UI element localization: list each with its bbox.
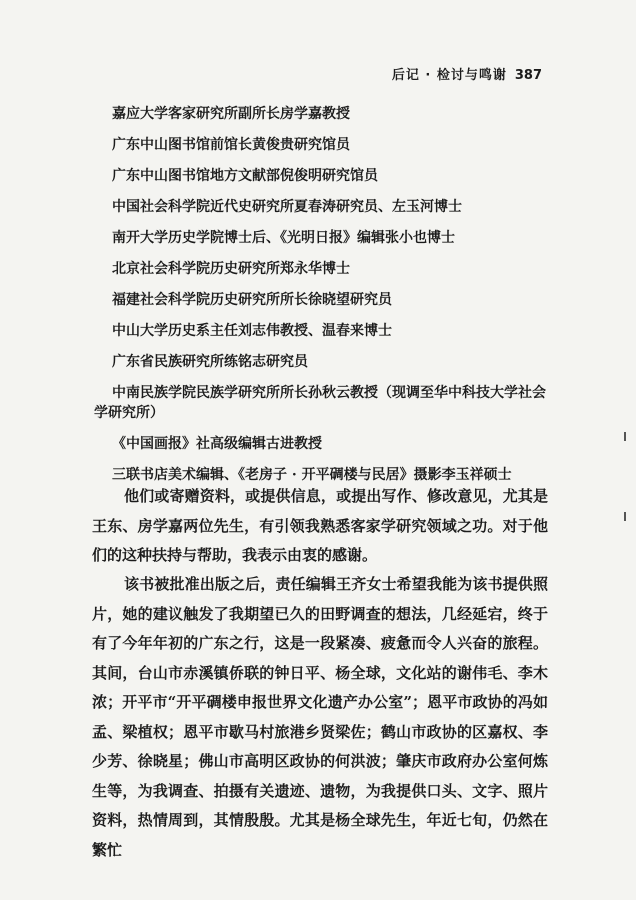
margin-mark — [624, 512, 626, 521]
running-title: 后记 · 检讨与鸣谢 — [391, 68, 507, 83]
acknowledgment-item: 中国社会科学院近代史研究所夏春涛研究员、左玉河博士 — [112, 199, 462, 215]
acknowledgment-list — [94, 104, 552, 496]
acknowledgment-item: 中山大学历史系主任刘志伟教授、温春来博士 — [112, 323, 392, 339]
acknowledgment-item: 广东省民族研究所练铭志研究员 — [112, 354, 308, 370]
body-paragraph: 该书被批准出版之后，责任编辑王齐女士希望我能为该书提供照片，她的建议触发了我期望已久的田野调查的想法，几经延宕，终于有了今年年初的广东之行，这是一段紧凑、疲惫而令人兴奋的旅程。其间，台山市赤溪镇侨联的钟日平、杨全球，文化站的谢伟毛、李木浓；开平市“开平碉楼申报世界文化遗产办公室”；恩平市政协的冯如孟、梁植权；恩平市歇马村旅港乡贤梁佐；鹤山市政协的区嘉权、李少芳、徐晓星；佛山市高明区政协的何洪波；肇庆市政府办公室何炼生等，为我调查、拍摄有关遗迹、遗物，为我提供口头、文字、照片资料，热情周到，其情殷殷。尤其是杨全球先生，年近七旬，仍然在繁忙 — [92, 575, 548, 859]
acknowledgment-item: 南开大学历史学院博士后、《光明日报》编辑张小也博士 — [112, 230, 455, 246]
margin-mark — [624, 432, 626, 441]
running-header — [392, 64, 542, 83]
acknowledgment-item: 广东中山图书馆前馆长黄俊贵研究馆员 — [112, 137, 350, 153]
acknowledgment-item: 北京社会科学院历史研究所郑永华博士 — [112, 261, 350, 277]
page-number: 387 — [514, 68, 542, 83]
acknowledgment-item: 广东中山图书馆地方文献部倪俊明研究馆员 — [112, 168, 378, 184]
acknowledgment-item: 中南民族学院民族学研究所所长孙秋云教授（现调至华中科技大学社会学研究所） — [94, 385, 546, 421]
body-paragraph: 他们或寄赠资料，或提供信息，或提出写作、修改意见，尤其是王东、房学嘉两位先生，有引领我熟悉客家学研究领域之功。对于他们的这种扶持与帮助，我表示由衷的感谢。 — [92, 487, 548, 564]
acknowledgment-item: 福建社会科学院历史研究所所长徐晓望研究员 — [112, 292, 392, 308]
acknowledgment-item: 《中国画报》社高级编辑古进教授 — [112, 436, 322, 452]
acknowledgment-item: 嘉应大学客家研究所副所长房学嘉教授 — [112, 106, 350, 122]
acknowledgment-item: 三联书店美术编辑、《老房子 · 开平碉楼与民居》摄影李玉祥硕士 — [112, 467, 512, 483]
